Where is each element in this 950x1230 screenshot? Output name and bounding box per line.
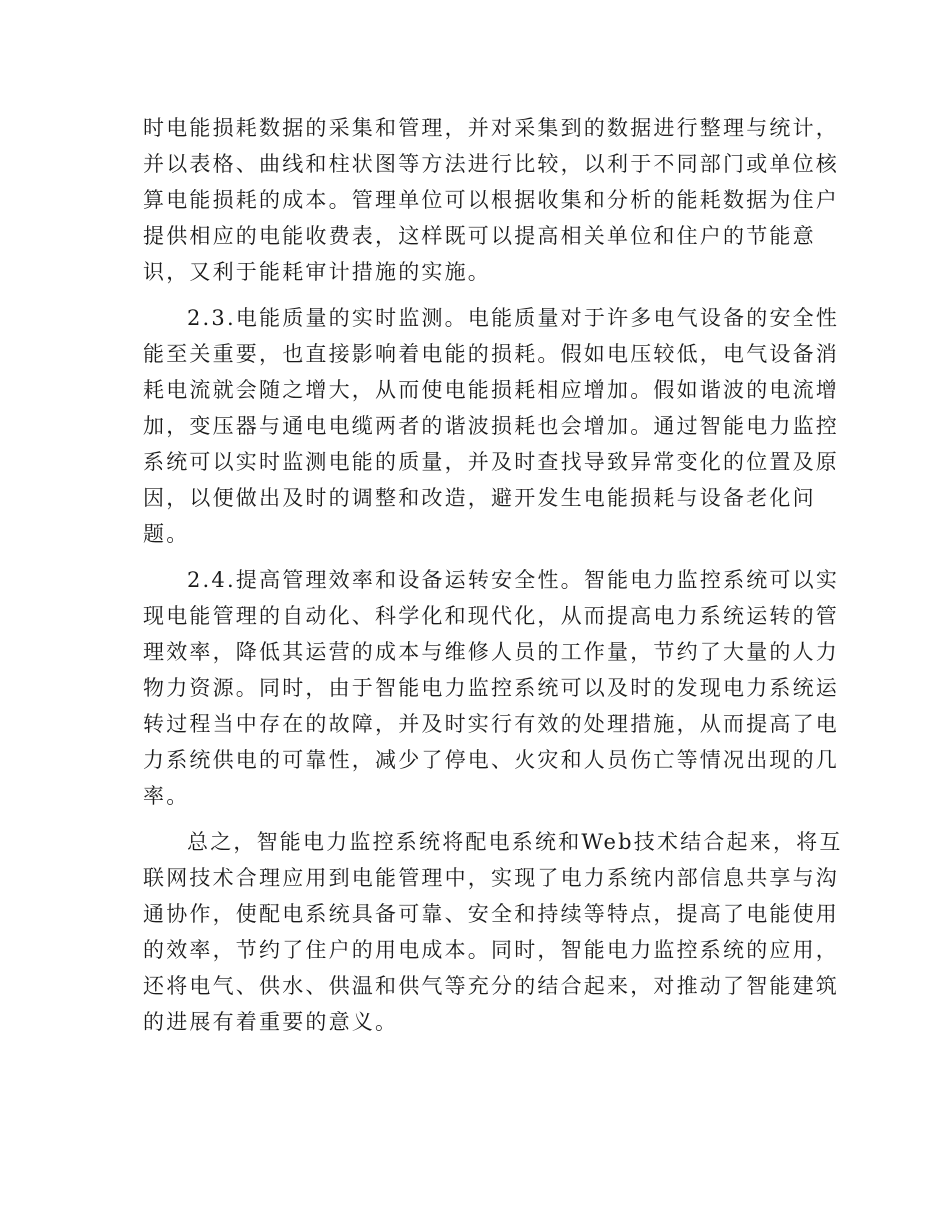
paragraph-1 [143,110,839,290]
text-line: 系统可以实时监测电能的质量，并及时查找导致异常变化的位置及原 [143,450,839,474]
text-line: 总之，智能电力监控系统将配电系统和Web技术结合起来，将互 [187,830,843,854]
text-line: 通协作，使配电系统具备可靠、安全和持续等特点，提高了电能使用 [143,902,839,926]
text-line: 加，变压器与通电电缆两者的谐波损耗也会增加。通过智能电力监控 [143,414,839,438]
document-body [143,110,843,1050]
text-line: 并以表格、曲线和柱状图等方法进行比较，以利于不同部门或单位核 [143,152,839,176]
text-line: 的效率，节约了住户的用电成本。同时，智能电力监控系统的应用， [143,938,839,962]
paragraph-conclusion [143,824,843,1040]
text-line: 率。 [143,784,190,808]
text-line: 因，以便做出及时的调整和改造，避开发生电能损耗与设备老化问 [143,486,816,510]
text-line: 提供相应的电能收费表，这样既可以提高相关单位和住户的节能意 [143,224,816,248]
text-line: 能至关重要，也直接影响着电能的损耗。假如电压较低，电气设备消 [143,342,839,366]
text-line: 联网技术合理应用到电能管理中，实现了电力系统内部信息共享与沟 [143,866,839,890]
text-line: 耗电流就会随之增大，从而使电能损耗相应增加。假如谐波的电流增 [143,378,839,402]
text-line: 的进展有着重要的意义。 [143,1010,399,1034]
text-line: 物力资源。同时，由于智能电力监控系统可以及时的发现电力系统运 [143,676,839,700]
text-line: 理效率，降低其运营的成本与维修人员的工作量，节约了大量的人力 [143,640,839,664]
text-line: 转过程当中存在的故障，并及时实行有效的处理措施，从而提高了电 [143,712,839,736]
text-line: 题。 [143,522,190,546]
text-line: 2.4.提高管理效率和设备运转安全性。智能电力监控系统可以实 [187,568,840,592]
text-line: 算电能损耗的成本。管理单位可以根据收集和分析的能耗数据为住户 [143,188,839,212]
text-line: 现电能管理的自动化、科学化和现代化，从而提高电力系统运转的管 [143,604,839,628]
paragraph-2-3-power-quality [143,300,840,552]
paragraph-2-4-management-efficiency [143,562,840,814]
text-line: 还将电气、供水、供温和供气等充分的结合起来，对推动了智能建筑 [143,974,839,998]
text-line: 力系统供电的可靠性，减少了停电、火灾和人员伤亡等情况出现的几 [143,748,839,772]
text-line: 2.3.电能质量的实时监测。电能质量对于许多电气设备的安全性 [187,306,840,330]
text-line: 时电能损耗数据的采集和管理，并对采集到的数据进行整理与统计， [143,116,839,140]
text-line: 识，又利于能耗审计措施的实施。 [143,260,491,284]
